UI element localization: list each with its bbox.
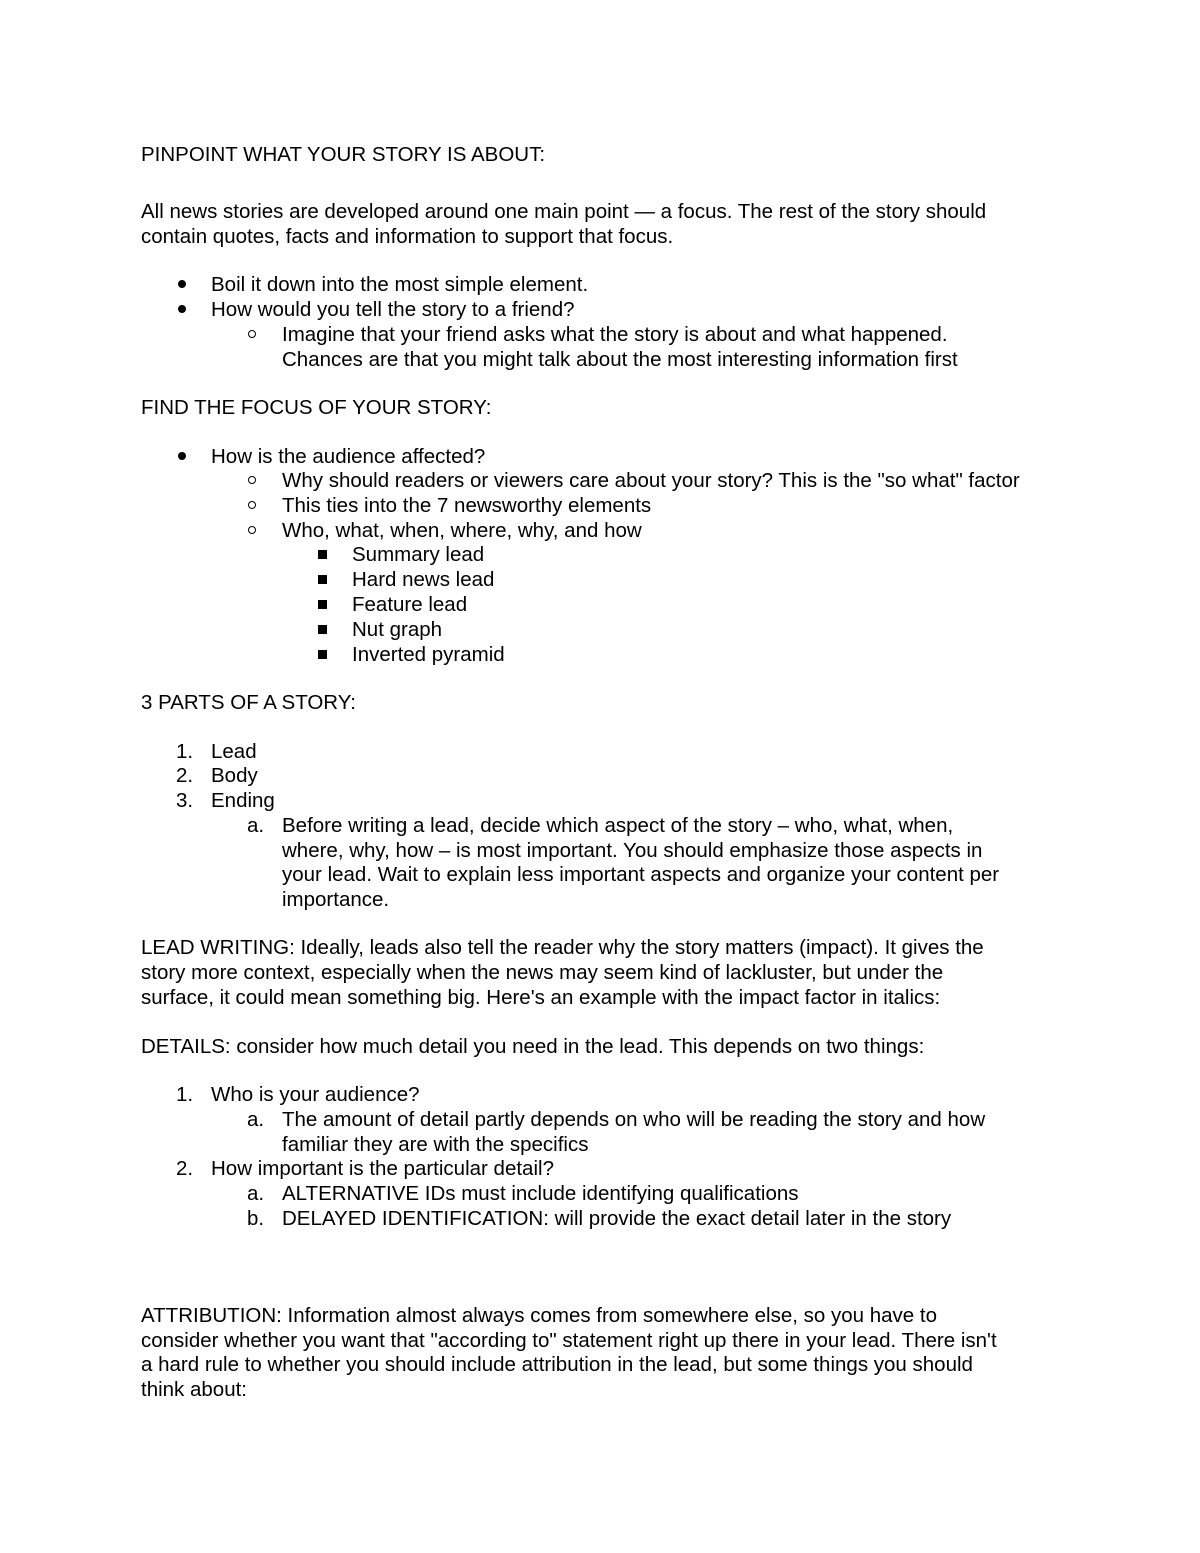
list-letter: a. bbox=[247, 1108, 265, 1131]
list-item: Why should readers or viewers care about your story? This is the "so what" factor bbox=[282, 469, 1020, 492]
list-item: DELAYED IDENTIFICATION: will provide the exact detail later in the story bbox=[282, 1207, 952, 1230]
list-item: How would you tell the story to a friend? bbox=[211, 298, 575, 321]
list-number: 1. bbox=[176, 1083, 194, 1106]
list-item: Who is your audience? bbox=[211, 1083, 420, 1106]
list-letter: a. bbox=[247, 814, 265, 837]
list-item: Before writing a lead, decide which aspect of the story – who, what, when, bbox=[282, 814, 954, 837]
list-item-continuation: Chances are that you might talk about the most interesting information first bbox=[282, 348, 958, 371]
paragraph-line: think about: bbox=[141, 1378, 247, 1401]
heading-pinpoint: PINPOINT WHAT YOUR STORY IS ABOUT: bbox=[141, 143, 546, 166]
bullet-circle-icon bbox=[248, 330, 256, 338]
paragraph-line: DETAILS: consider how much detail you need in the lead. This depends on two things: bbox=[141, 1035, 925, 1058]
list-item: Who, what, when, where, why, and how bbox=[282, 519, 642, 542]
list-item-continuation: your lead. Wait to explain less important aspects and organize your content per bbox=[282, 863, 1000, 886]
bullet-disc-icon bbox=[178, 280, 186, 288]
list-item: Imagine that your friend asks what the story is about and what happened. bbox=[282, 323, 948, 346]
list-item-continuation: familiar they are with the specifics bbox=[282, 1133, 589, 1156]
bullet-disc-icon bbox=[178, 452, 186, 460]
list-item: Feature lead bbox=[352, 593, 468, 616]
bullet-square-icon bbox=[318, 575, 327, 584]
list-item: How important is the particular detail? bbox=[211, 1157, 554, 1180]
bullet-disc-icon bbox=[178, 305, 186, 313]
list-item: Nut graph bbox=[352, 618, 443, 641]
list-item: Body bbox=[211, 764, 258, 787]
bullet-square-icon bbox=[318, 600, 327, 609]
paragraph-line: contain quotes, facts and information to support that focus. bbox=[141, 225, 674, 248]
bullet-circle-icon bbox=[248, 501, 256, 509]
paragraph-line: ATTRIBUTION: Information almost always comes from somewhere else, so you have to bbox=[141, 1304, 937, 1327]
bullet-circle-icon bbox=[248, 526, 256, 534]
list-letter: a. bbox=[247, 1182, 265, 1205]
list-item-continuation: importance. bbox=[282, 888, 390, 911]
list-item-continuation: where, why, how – is most important. You should emphasize those aspects in bbox=[282, 839, 983, 862]
paragraph-line: story more context, especially when the news may seem kind of lackluster, but under the bbox=[141, 961, 944, 984]
paragraph-line: surface, it could mean something big. Here's an example with the impact factor in italics: bbox=[141, 986, 941, 1009]
list-item: The amount of detail partly depends on who will be reading the story and how bbox=[282, 1108, 986, 1131]
heading-focus: FIND THE FOCUS OF YOUR STORY: bbox=[141, 396, 492, 419]
list-letter: b. bbox=[247, 1207, 265, 1230]
list-item: ALTERNATIVE IDs must include identifying qualifications bbox=[282, 1182, 799, 1205]
list-item: Inverted pyramid bbox=[352, 643, 505, 666]
bullet-square-icon bbox=[318, 625, 327, 634]
list-number: 2. bbox=[176, 1157, 194, 1180]
list-item: Boil it down into the most simple element. bbox=[211, 273, 589, 296]
list-item: How is the audience affected? bbox=[211, 445, 486, 468]
paragraph-line: All news stories are developed around one main point — a focus. The rest of the story should bbox=[141, 200, 987, 223]
bullet-square-icon bbox=[318, 550, 327, 559]
list-number: 1. bbox=[176, 740, 194, 763]
bullet-circle-icon bbox=[248, 476, 256, 484]
paragraph-line: a hard rule to whether you should include attribution in the lead, but some things you should bbox=[141, 1353, 973, 1376]
list-number: 2. bbox=[176, 764, 194, 787]
list-item: Ending bbox=[211, 789, 275, 812]
bullet-square-icon bbox=[318, 650, 327, 659]
heading-parts: 3 PARTS OF A STORY: bbox=[141, 691, 356, 714]
list-item: Summary lead bbox=[352, 543, 485, 566]
list-item: This ties into the 7 newsworthy elements bbox=[282, 494, 652, 517]
list-item: Lead bbox=[211, 740, 257, 763]
paragraph-line: consider whether you want that "according to" statement right up there in your lead. There isn't bbox=[141, 1329, 997, 1352]
list-item: Hard news lead bbox=[352, 568, 495, 591]
list-number: 3. bbox=[176, 789, 194, 812]
paragraph-line: LEAD WRITING: Ideally, leads also tell the reader why the story matters (impact). It gives the bbox=[141, 936, 984, 959]
